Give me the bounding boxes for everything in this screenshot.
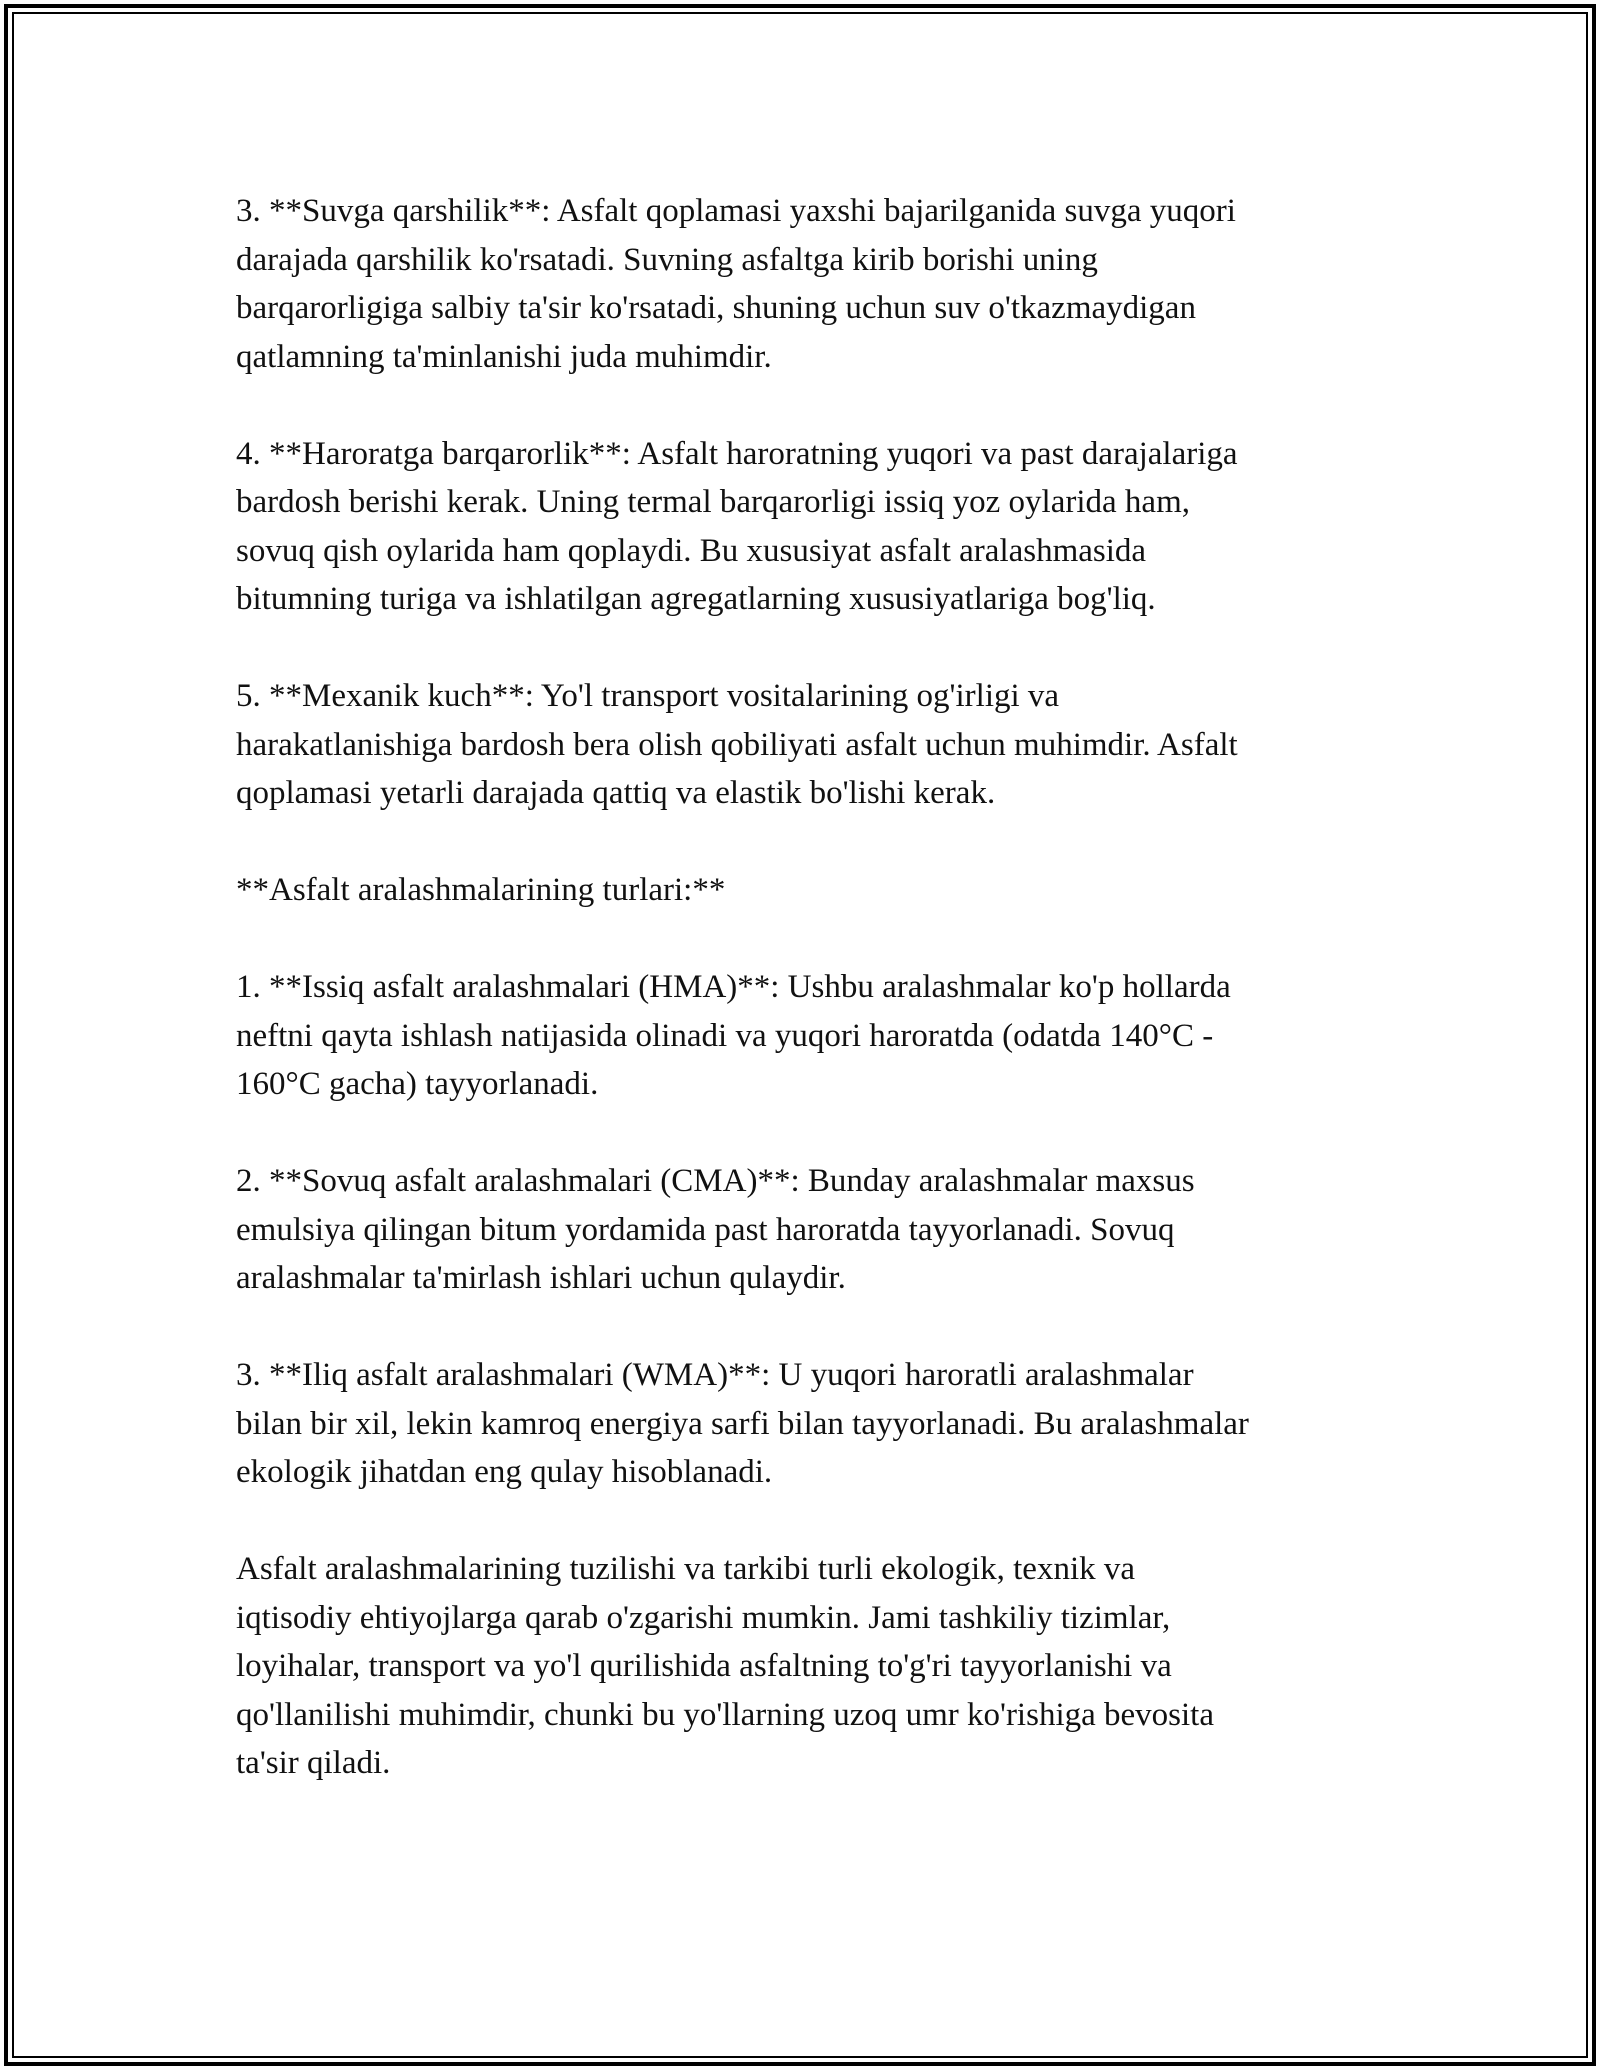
- document-body: [236, 187, 1386, 1836]
- paragraph-temperature-stability: 4. **Haroratga barqarorlik**: Asfalt haroratning yuqori va past darajalariga bardosh berishi kerak. Uning termal barqarorligi issiq yoz oylarida ham, sovuq qish oylarida ham qoplaydi. Bu xususiyat asfalt aralashmasida bitumning turiga va ishlatilgan agregatlarning xususiyatlariga bog'liq.: [236, 435, 1238, 617]
- paragraph-conclusion: Asfalt aralashmalarining tuzilishi va tarkibi turli ekologik, texnik va iqtisodiy ehtiyojlarga qarab o'zgarishi mumkin. Jami tashkiliy tizimlar, loyihalar, transport va yo'l qurilishida asfaltning to'g'ri tayyorlanishi va qo'llanilishi muhimdir, chunki bu yo'llarning uzoq umr ko'rishiga bevosita ta'sir qiladi.: [236, 1551, 1214, 1781]
- paragraph-water-resistance: 3. **Suvga qarshilik**: Asfalt qoplamasi yaxshi bajarilganida suvga yuqori darajada qarshilik ko'rsatadi. Suvning asfaltga kirib borishi uning barqarorligiga salbiy ta'sir ko'rsatadi, shuning uchun suv o'tkazmaydigan qatlamning ta'minlanishi juda muhimdir.: [236, 193, 1236, 375]
- paragraph-warm-mix: 3. **Iliq asfalt aralashmalari (WMA)**: U yuqori haroratli aralashmalar bilan bir xil, lekin kamroq energiya sarfi bilan tayyorlanadi. Bu aralashmalar ekologik jihatdan eng qulay hisoblanadi.: [236, 1357, 1249, 1490]
- paragraph-cold-mix: 2. **Sovuq asfalt aralashmalari (CMA)**: Bunday aralashmalar maxsus emulsiya qilingan bitum yordamida past haroratda tayyorlanadi. Sovuq aralashmalar ta'mirlash ishlari uchun qulaydir.: [236, 1163, 1195, 1296]
- section-heading-mix-types: **Asfalt aralashmalarining turlari:**: [236, 872, 726, 908]
- paragraph-mechanical-strength: 5. **Mexanik kuch**: Yo'l transport vositalarining og'irligi va harakatlanishiga bardosh bera olish qobiliyati asfalt uchun muhimdir. Asfalt qoplamasi yetarli darajada qattiq va elastik bo'lishi kerak.: [236, 678, 1238, 811]
- paragraph-hot-mix: 1. **Issiq asfalt aralashmalari (HMA)**: Ushbu aralashmalar ko'p hollarda neftni qayta ishlash natijasida olinadi va yuqori haroratda (odatda 140°C - 160°C gacha) tayyorlanadi.: [236, 969, 1231, 1102]
